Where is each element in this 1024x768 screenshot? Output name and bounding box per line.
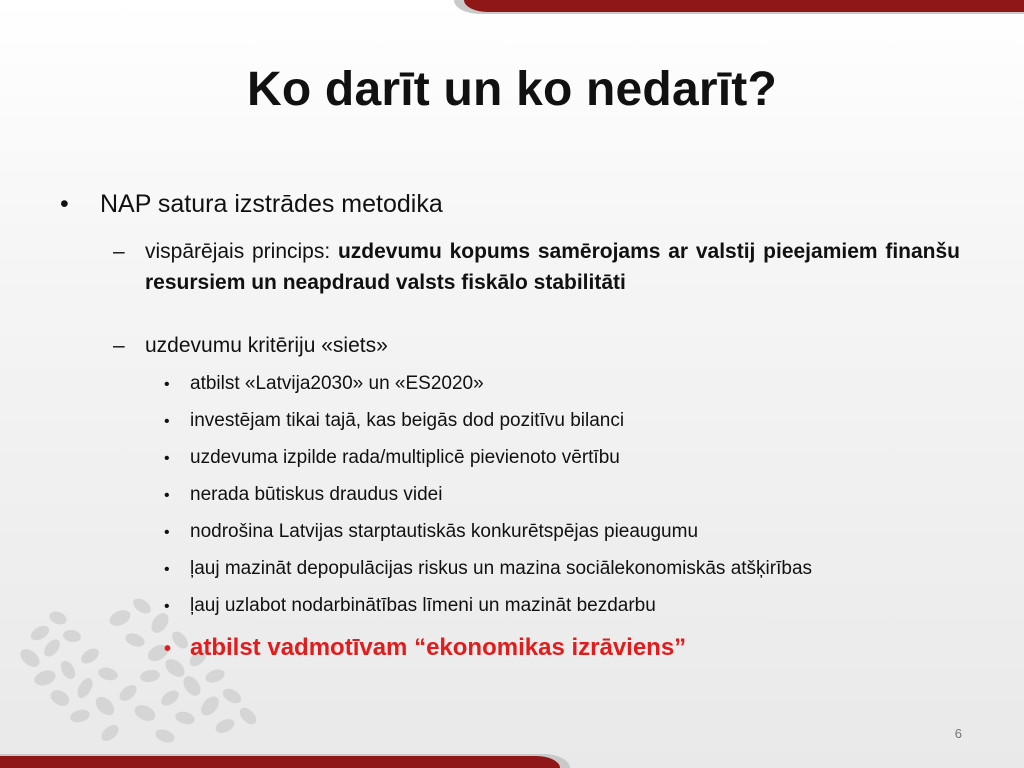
- bullet-icon: •: [164, 561, 170, 578]
- sub-item-principle: [113, 236, 960, 298]
- criterion-text: investējam tikai tajā, kas beigās dod pozitīvu bilanci: [190, 410, 625, 431]
- bullet-icon: •: [164, 413, 170, 430]
- bullet-icon: •: [164, 524, 170, 541]
- bullet-icon: •: [164, 376, 170, 393]
- criterion-text: nerada būtiskus draudus videi: [190, 484, 443, 505]
- bullet-text: NAP satura izstrādes metodika: [100, 190, 443, 218]
- criterion-text: nodrošina Latvijas starptautiskās konkurētspējas pieaugumu: [190, 521, 699, 542]
- sub-item-text: uzdevumu kritēriju «siets»: [145, 334, 388, 357]
- criterion-text: atbilst vadmotīvam “ekonomikas izrāviens”: [190, 634, 687, 661]
- criterion-item: [164, 373, 484, 395]
- criterion-item: [164, 484, 442, 506]
- criterion-item: [164, 558, 812, 580]
- bullet-icon: •: [164, 598, 170, 615]
- criterion-text: uzdevuma izpilde rada/multiplicē pievienoto vērtību: [190, 447, 620, 468]
- bullet-icon: •: [60, 190, 69, 218]
- bullet-icon: •: [164, 638, 172, 660]
- bullet-item-methodology: [60, 190, 443, 219]
- dash-icon: –: [113, 240, 125, 263]
- criterion-item: [164, 447, 620, 469]
- criterion-item: [164, 521, 698, 543]
- bullet-icon: •: [164, 450, 170, 467]
- slide-page-number: 6: [954, 726, 962, 741]
- criterion-item-highlight: [164, 634, 686, 662]
- bullet-icon: •: [164, 487, 170, 504]
- slide-title: Ko darīt un ko nedarīt?: [247, 63, 777, 116]
- criterion-item: [164, 595, 656, 617]
- principle-label: vispārējais princips:: [145, 240, 338, 263]
- criterion-text: ļauj mazināt depopulācijas riskus un mazina sociālekonomiskās atšķirības: [190, 558, 813, 579]
- sub-item-criteria-sieve: [113, 330, 960, 361]
- sub-item-text: [145, 236, 960, 298]
- criterion-text: ļauj uzlabot nodarbinātības līmeni un mazināt bezdarbu: [190, 595, 656, 616]
- principle-emphasis: uzdevumu kopums samērojams ar valstij pieejamiem finanšu resursiem un neapdraud valsts fiskālo stabilitāti: [145, 240, 961, 294]
- criterion-item: [164, 410, 624, 432]
- criterion-text: atbilst «Latvija2030» un «ES2020»: [190, 373, 484, 394]
- dash-icon: –: [113, 334, 125, 357]
